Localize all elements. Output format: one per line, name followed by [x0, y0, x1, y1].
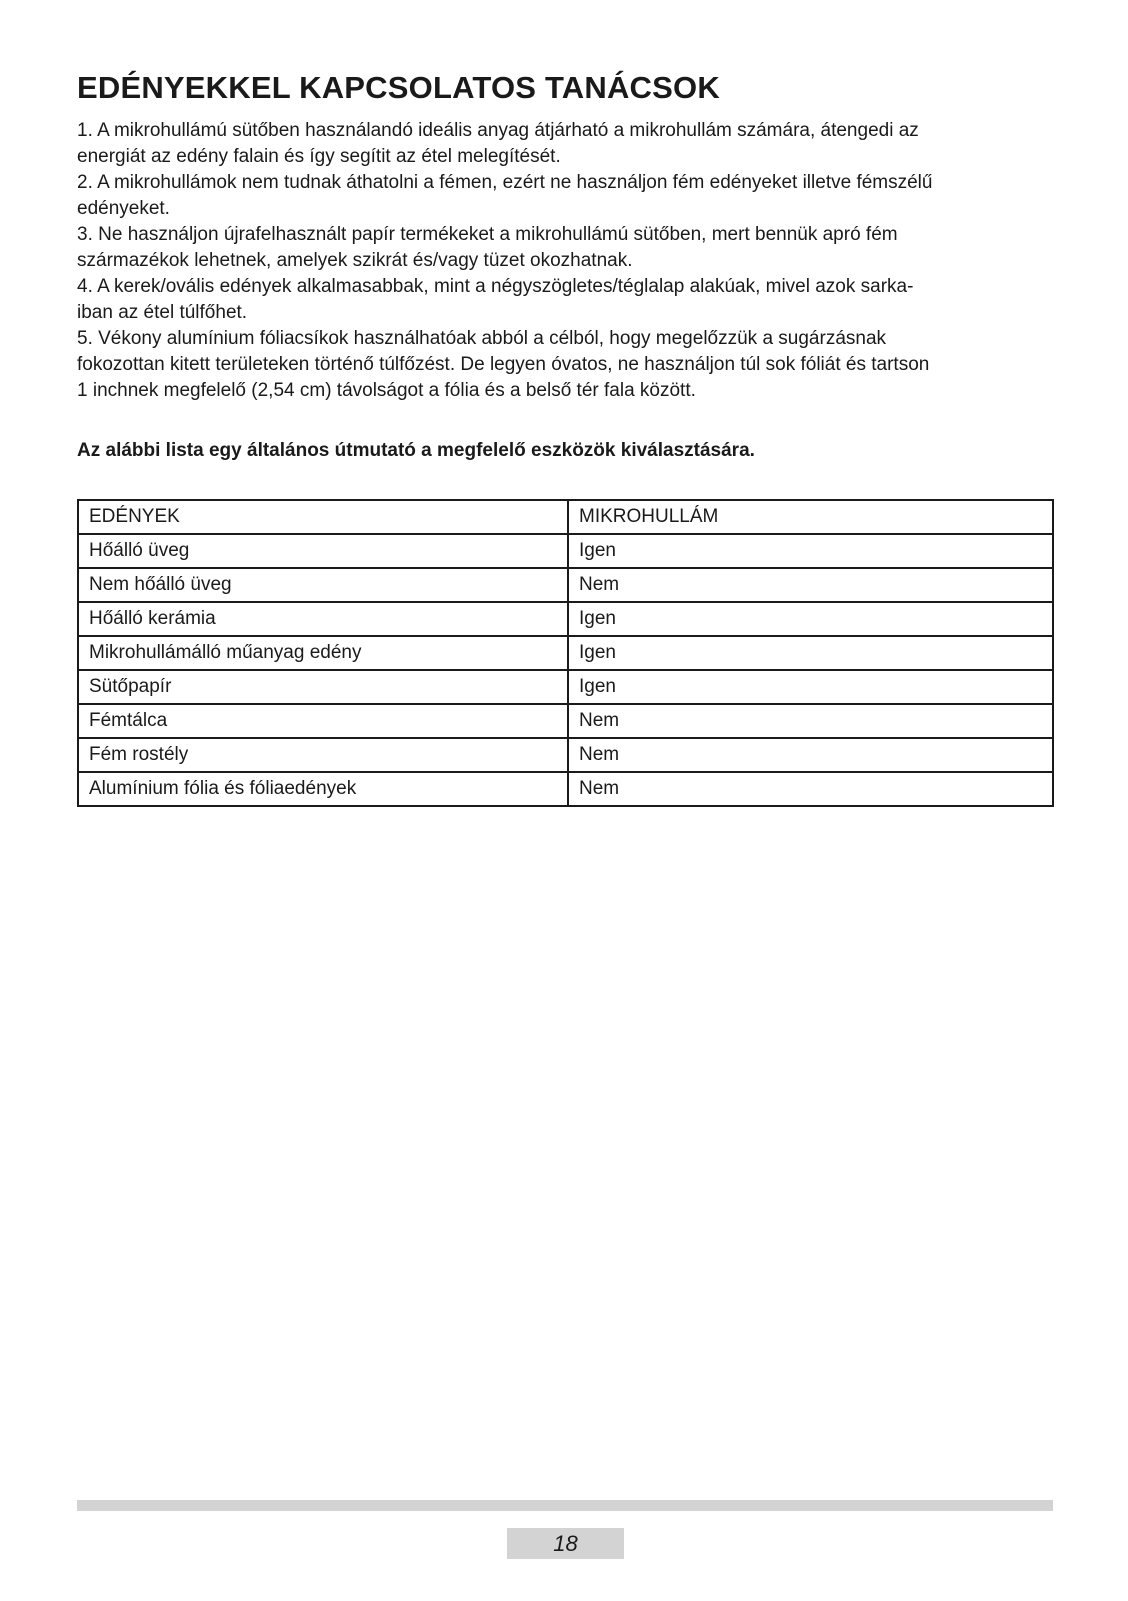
page-content: [77, 70, 1053, 464]
table-row: [78, 568, 1053, 602]
table-row: [78, 738, 1053, 772]
table-cell: Hőálló üveg: [78, 534, 568, 568]
table-cell: Nem: [568, 738, 1053, 772]
table-row: [78, 602, 1053, 636]
tip-line: edényeket.: [77, 198, 170, 219]
table-cell: Fém rostély: [78, 738, 568, 772]
page-title: EDÉNYEKKEL KAPCSOLATOS TANÁCSOK: [77, 70, 720, 105]
table-header-cell: MIKROHULLÁM: [568, 500, 1053, 534]
tip-line: 4. A kerek/ovális edények alkalmasabbak, mint a négyszögletes/téglalap alakúak, mivel azok sarka-: [77, 276, 914, 297]
table-cell: Nem hőálló üveg: [78, 568, 568, 602]
tip-line: származékok lehetnek, amelyek szikrát és/vagy tüzet okozhatnak.: [77, 250, 633, 271]
tip-line: 3. Ne használjon újrafelhasznált papír termékeket a mikrohullámú sütőben, mert bennük apró fém: [77, 224, 898, 245]
table-cell: Nem: [568, 772, 1053, 806]
table-cell: Mikrohullámálló műanyag edény: [78, 636, 568, 670]
table-cell: Igen: [568, 670, 1053, 704]
table-cell: Fémtálca: [78, 704, 568, 738]
cookware-table: [77, 499, 1054, 807]
table-row: [78, 636, 1053, 670]
tips-text: [77, 118, 1053, 404]
footer-divider: [77, 1500, 1053, 1511]
tip-line: 2. A mikrohullámok nem tudnak áthatolni a fémen, ezért ne használjon fém edényeket illetve fémszélű: [77, 172, 933, 193]
table-header-row: [78, 500, 1053, 534]
tip-line: 1. A mikrohullámú sütőben használandó ideális anyag átjárható a mikrohullám számára, átengedi az: [77, 120, 919, 141]
table-row: [78, 772, 1053, 806]
table-cell: Nem: [568, 704, 1053, 738]
table-row: [78, 704, 1053, 738]
table-header-cell: EDÉNYEK: [78, 500, 568, 534]
table-cell: Nem: [568, 568, 1053, 602]
table-row: [78, 534, 1053, 568]
lead-text: Az alábbi lista egy általános útmutató a megfelelő eszközök kiválasztására.: [77, 440, 755, 461]
table-cell: Igen: [568, 602, 1053, 636]
table-cell: Alumínium fólia és fóliaedények: [78, 772, 568, 806]
table-row: [78, 670, 1053, 704]
tip-line: 1 inchnek megfelelő (2,54 cm) távolságot a fólia és a belső tér fala között.: [77, 380, 696, 401]
tip-line: energiát az edény falain és így segítit az étel melegítését.: [77, 146, 561, 167]
tip-line: fokozottan kitett területeken történő túlfőzést. De legyen óvatos, ne használjon túl sok fóliát és tartson: [77, 354, 930, 375]
page-number: 18: [507, 1528, 624, 1559]
tip-line: 5. Vékony alumínium fóliacsíkok használhatóak abból a célból, hogy megelőzzük a sugárzásnak: [77, 328, 887, 349]
table-cell: Hőálló kerámia: [78, 602, 568, 636]
table-cell: Igen: [568, 534, 1053, 568]
table-cell: Igen: [568, 636, 1053, 670]
tip-line: iban az étel túlfőhet.: [77, 302, 248, 323]
table-cell: Sütőpapír: [78, 670, 568, 704]
